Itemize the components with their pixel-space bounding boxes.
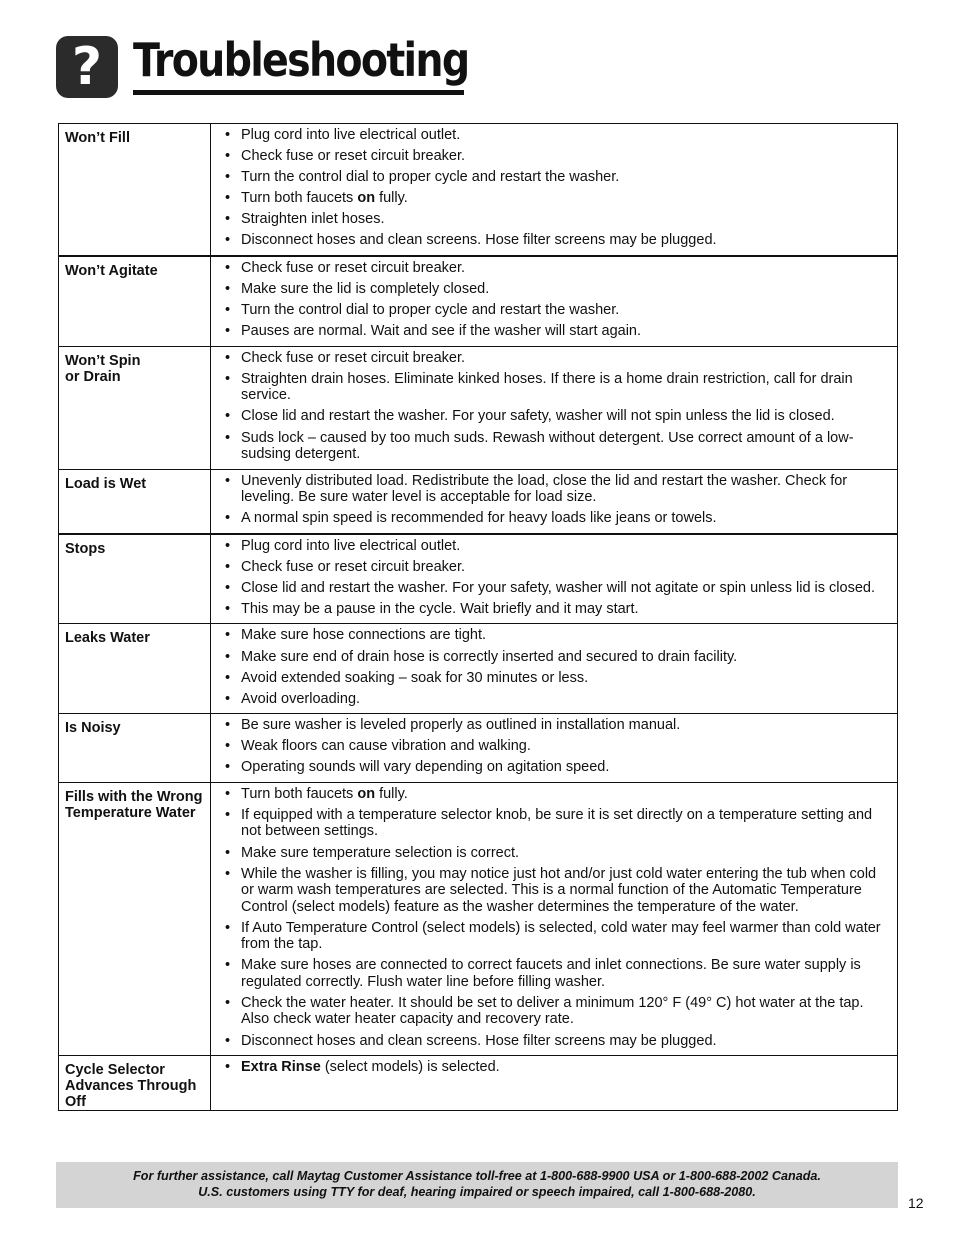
solution-item: • Plug cord into live electrical outlet. — [225, 127, 893, 144]
solutions-cell — [211, 347, 897, 469]
problem-title-line: Fills with the Wrong — [65, 788, 203, 805]
table-row — [59, 623, 897, 713]
solution-item: • Pauses are normal. Wait and see if the washer will start again. — [225, 323, 893, 340]
solution-emphasis: on — [357, 785, 376, 802]
solution-item: • Operating sounds will vary depending on agitation speed. — [225, 759, 893, 776]
solution-item: • Straighten drain hoses. Eliminate kinked hoses. If there is a home drain restriction, call for drain service. — [225, 371, 893, 404]
problem-cell — [59, 257, 211, 346]
solutions-cell — [211, 535, 897, 624]
solution-item: • Turn the control dial to proper cycle and restart the washer. — [225, 169, 893, 186]
solution-item: • A normal spin speed is recommended for heavy loads like jeans or towels. — [225, 510, 893, 527]
solution-item: • Weak floors can cause vibration and walking. — [225, 738, 893, 755]
solution-item: • If equipped with a temperature selector knob, be sure it is set directly on a temperature setting and not between settings. — [225, 807, 893, 840]
page-header — [56, 32, 469, 100]
solution-item: • This may be a pause in the cycle. Wait briefly and it may start. — [225, 601, 893, 618]
solution-item: • Check fuse or reset circuit breaker. — [225, 559, 893, 576]
problem-cell — [59, 783, 211, 1055]
solution-item: • Make sure temperature selection is correct. — [225, 845, 893, 862]
solution-item: • Check fuse or reset circuit breaker. — [225, 350, 893, 367]
table-row — [59, 713, 897, 782]
solutions-cell — [211, 714, 897, 782]
solution-text: (select models) is selected. — [320, 1059, 500, 1076]
solutions-cell — [211, 624, 897, 713]
problem-title-line: Won’t Agitate — [65, 262, 158, 279]
solution-emphasis: Extra Rinse — [241, 1059, 321, 1076]
problem-cell — [59, 124, 211, 255]
problem-title-line: Won’t Spin — [65, 352, 141, 369]
problem-title-line: Temperature Water — [65, 804, 196, 821]
problem-title-line: Cycle Selector — [65, 1062, 165, 1079]
solutions-cell — [211, 783, 897, 1055]
solution-item: • Make sure hose connections are tight. — [225, 627, 893, 644]
table-row — [59, 255, 897, 346]
solution-item: • While the washer is filling, you may notice just hot and/or just cold water entering the tub when cold or warm wash temperatures are selected. This is a normal function of the Automatic Temperature Control (select models) feature as the washer determines the temperature of the water. — [225, 866, 893, 916]
solution-item: • Plug cord into live electrical outlet. — [225, 538, 893, 555]
solution-item: • Be sure washer is leveled properly as outlined in installation manual. — [225, 717, 893, 734]
page-title: Troubleshooting — [133, 33, 469, 87]
solution-item — [225, 190, 893, 207]
assistance-footer — [56, 1162, 898, 1208]
solution-item: • Straighten inlet hoses. — [225, 211, 893, 228]
footer-line-2: U.S. customers using TTY for deaf, hearing impaired or speech impaired, call 1-800-688-2080. — [198, 1185, 756, 1199]
solution-item: • Make sure end of drain hose is correctly inserted and secured to drain facility. — [225, 649, 893, 666]
solution-text: Turn both faucets — [241, 785, 358, 802]
solution-item: • Unevenly distributed load. Redistribute the load, close the lid and restart the washer. Check for leveling. Be sure water level is acceptable for load size. — [225, 473, 893, 506]
problem-title-line: Stops — [65, 540, 106, 557]
solutions-cell — [211, 124, 897, 255]
title-underline — [133, 90, 464, 95]
question-mark-icon: ? — [56, 36, 118, 98]
problem-cell — [59, 714, 211, 782]
problem-cell — [59, 470, 211, 533]
table-row — [59, 469, 897, 533]
solution-item: • Check the water heater. It should be set to deliver a minimum 120° F (49° C) hot water at the tap. Also check water heater capacity and recovery rate. — [225, 995, 893, 1028]
page-number: 12 — [908, 1195, 924, 1211]
solution-emphasis: on — [357, 190, 376, 207]
solution-item: • Make sure hoses are connected to correct faucets and inlet connections. Be sure water supply is regulated correctly. Flush water line before filling washer. — [225, 957, 893, 990]
solution-item: • Turn the control dial to proper cycle and restart the washer. — [225, 302, 893, 319]
solutions-cell — [211, 257, 897, 346]
solution-item: • Check fuse or reset circuit breaker. — [225, 260, 893, 277]
table-row — [59, 1055, 897, 1110]
problem-cell — [59, 1056, 211, 1110]
solution-text: fully. — [375, 190, 408, 207]
table-row — [59, 782, 897, 1055]
solution-item: • Close lid and restart the washer. For your safety, washer will not spin unless the lid is closed. — [225, 408, 893, 425]
footer-line-1: For further assistance, call Maytag Customer Assistance toll-free at 1-800-688-9900 USA or 1-800-688-2002 Canada. — [133, 1169, 821, 1183]
solution-item: • Close lid and restart the washer. For your safety, washer will not agitate or spin unless lid is closed. — [225, 580, 893, 597]
solution-item: • Suds lock – caused by too much suds. Rewash without detergent. Use correct amount of a low-sudsing detergent. — [225, 430, 893, 463]
problem-title-line: Load is Wet — [65, 475, 147, 492]
problem-title-line: Is Noisy — [65, 720, 121, 737]
solution-item: • Avoid extended soaking – soak for 30 minutes or less. — [225, 670, 893, 687]
solutions-cell — [211, 1056, 897, 1110]
solution-text: fully. — [375, 785, 408, 802]
problem-title-line: Leaks Water — [65, 630, 150, 647]
table-row — [59, 124, 897, 255]
table-row — [59, 346, 897, 469]
troubleshooting-table — [58, 123, 898, 1111]
problem-title-line: Won’t Fill — [65, 130, 130, 146]
solution-item: • Disconnect hoses and clean screens. Hose filter screens may be plugged. — [225, 232, 893, 249]
solution-item: • Check fuse or reset circuit breaker. — [225, 148, 893, 165]
solution-item: • If Auto Temperature Control (select models) is selected, cold water may feel warmer than cold water from the tap. — [225, 920, 893, 953]
problem-cell — [59, 535, 211, 624]
problem-title-line: Off — [65, 1094, 86, 1111]
solution-item: • Disconnect hoses and clean screens. Hose filter screens may be plugged. — [225, 1033, 893, 1050]
solution-item — [225, 1059, 893, 1076]
problem-title-line: or Drain — [65, 368, 121, 385]
solution-item: • Avoid overloading. — [225, 691, 893, 708]
solution-item — [225, 786, 893, 803]
problem-cell — [59, 347, 211, 469]
problem-cell — [59, 624, 211, 713]
solution-item: • Make sure the lid is completely closed. — [225, 281, 893, 298]
solutions-cell — [211, 470, 897, 533]
problem-title-line: Advances Through — [65, 1078, 197, 1095]
solution-text: Turn both faucets — [241, 190, 358, 207]
table-row — [59, 533, 897, 624]
